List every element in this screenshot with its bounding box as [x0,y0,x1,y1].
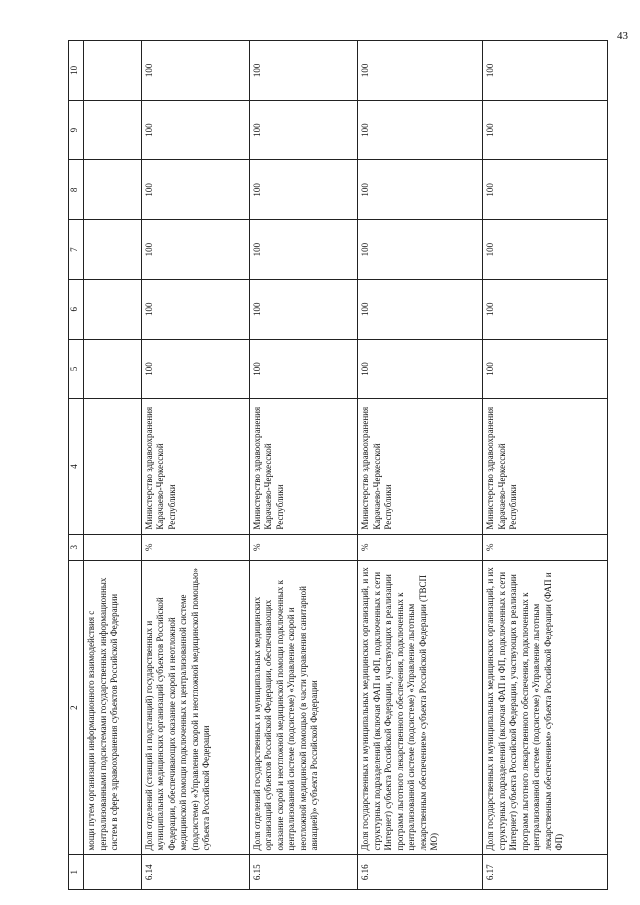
value-cell: 100 [358,41,483,101]
value-cell: 100 [483,279,608,339]
page-number: 43 [617,30,628,42]
value-cell: 100 [141,100,249,160]
row-number: 6.17 [483,855,608,890]
value-cell [84,339,142,399]
column-number: 4 [69,399,84,534]
column-number: 6 [69,279,84,339]
value-cell: 100 [141,279,249,339]
value-cell: 100 [483,41,608,101]
column-number: 9 [69,100,84,160]
value-cell [84,41,142,101]
value-cell: 100 [358,279,483,339]
value-cell [84,220,142,280]
value-cell: 100 [141,339,249,399]
row-number [84,855,142,890]
indicator-name: Доля государственных и муниципальных медицинских организаций, и их структурных подразделений (включая ФАП и ФП, подключенных к сети Интернет) субъекта Российской Федерации, участвующих в реализации программ льготного лекарственного обеспечения, подключенных к централизованной системе (подсистеме) «Управление льготным лекарственным обеспечением» субъекта Российской Федерации (ФАП и ФП) [483,560,608,855]
responsible-org: Министерство здравоохранения Карачаево-Черкесской Республики [249,399,357,534]
rotated-table-sheet [68,40,608,890]
value-cell [84,279,142,339]
indicator-table [68,40,608,890]
value-cell: 100 [483,220,608,280]
value-cell: 100 [483,100,608,160]
indicator-name: Доля отделений (станций и подстанций) государственных и муниципальных медицинских организаций субъектов Российской Федерации, обеспечивающих оказание скорой и неотложной медицинской помощи подключенных к централизованной системе (подсистеме) «Управление скорой и неотложной медицинской помощью» субъекта Российской Федерации [141,560,249,855]
column-number: 8 [69,160,84,220]
indicator-name: Доля государственных и муниципальных медицинских организаций, и их структурных подразделений (включая ФАП и ФП, подключенных к сети Интернет) субъекта Российской Федерации, участвующих в реализации программ льготного лекарственного обеспечения, подключенных к централизованной системе (подсистеме) «Управление льготным лекарственным обеспечением» субъекта Российской Федерации (ТВСП МО) [358,560,483,855]
unit-cell: % [141,534,249,560]
value-cell: 100 [249,41,357,101]
responsible-org: Министерство здравоохранения Карачаево-Черкесской Республики [358,399,483,534]
responsible-org: Министерство здравоохранения Карачаево-Черкесской Республики [483,399,608,534]
value-cell: 100 [249,220,357,280]
value-cell [84,160,142,220]
unit-cell: % [249,534,357,560]
responsible-org [84,399,142,534]
value-cell: 100 [358,160,483,220]
column-number: 1 [69,855,84,890]
unit-cell [84,534,142,560]
column-number-row [69,41,84,890]
value-cell: 100 [249,279,357,339]
table-row [249,41,357,890]
value-cell: 100 [358,100,483,160]
row-number: 6.15 [249,855,357,890]
table-row [358,41,483,890]
value-cell: 100 [249,160,357,220]
row-number: 6.14 [141,855,249,890]
unit-cell: % [483,534,608,560]
responsible-org: Министерство здравоохранения Карачаево-Черкесской Республики [141,399,249,534]
row-number: 6.16 [358,855,483,890]
indicator-name: Доля отделений государственных и муниципальных медицинских организаций субъектов Российской Федерации, обеспечивающих оказание скорой и неотложной медицинской помощи подключенных к централизованной системе (подсистеме) «Управление скорой и неотложной медицинской помощью (в части управления санитарной авиацией)» субъекта Российской Федерации [249,560,357,855]
column-number: 10 [69,41,84,101]
value-cell: 100 [249,100,357,160]
value-cell: 100 [141,160,249,220]
column-number: 3 [69,534,84,560]
unit-cell: % [358,534,483,560]
value-cell: 100 [141,220,249,280]
value-cell: 100 [483,339,608,399]
table-row [84,41,142,890]
column-number: 7 [69,220,84,280]
value-cell: 100 [358,220,483,280]
value-cell: 100 [141,41,249,101]
indicator-name: мощи путем организации информационного взаимодействия с централизованными подсистемами государственных информационных систем в сфере здравоохранения субъектов Российской Федерации [84,560,142,855]
value-cell [84,100,142,160]
column-number: 5 [69,339,84,399]
column-number: 2 [69,560,84,855]
value-cell: 100 [358,339,483,399]
table-row [141,41,249,890]
value-cell: 100 [483,160,608,220]
table-row [483,41,608,890]
value-cell: 100 [249,339,357,399]
